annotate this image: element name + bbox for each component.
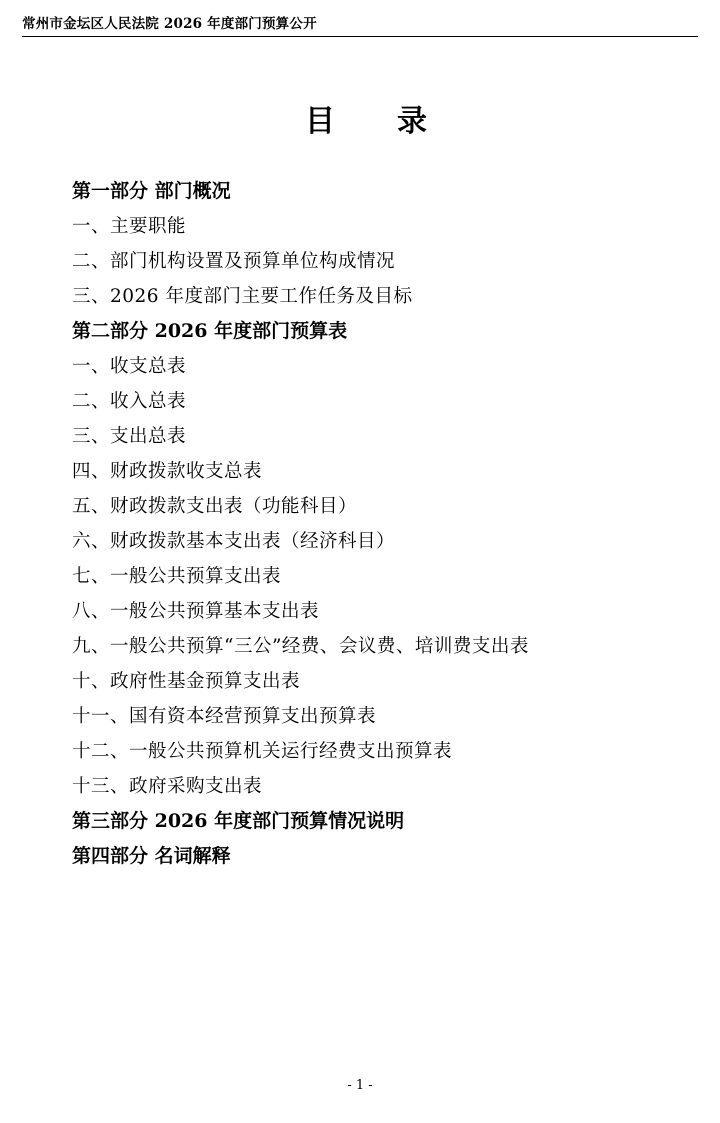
toc-entry[interactable]: 八、一般公共预算基本支出表 xyxy=(72,601,320,622)
toc-entry[interactable]: 三、2026 年度部门主要工作任务及目标 xyxy=(72,286,413,307)
header-divider xyxy=(22,36,698,37)
page-header: 常州市金坛区人民法院 2026 年度部门预算公开 xyxy=(22,16,317,32)
toc-entry[interactable]: 第四部分 名词解释 xyxy=(72,845,231,867)
toc-entry[interactable]: 一、主要职能 xyxy=(72,216,187,237)
toc-entry[interactable]: 四、财政拨款收支总表 xyxy=(72,461,263,482)
toc-entry[interactable]: 第二部分 2026 年度部门预算表 xyxy=(72,320,348,342)
toc-entry[interactable]: 六、财政拨款基本支出表（经济科目） xyxy=(72,531,396,552)
page-title: 目 录 xyxy=(305,104,443,139)
page-number: - 1 - xyxy=(347,1078,373,1093)
toc-entry[interactable]: 七、一般公共预算支出表 xyxy=(72,566,282,587)
toc-entry[interactable]: 一、收支总表 xyxy=(72,356,187,377)
toc-entry[interactable]: 十三、政府采购支出表 xyxy=(72,776,263,797)
toc-entry[interactable]: 九、一般公共预算“三公”经费、会议费、培训费支出表 xyxy=(72,636,529,657)
toc-entry[interactable]: 十一、国有资本经营预算支出预算表 xyxy=(72,706,377,727)
toc-entry[interactable]: 十二、一般公共预算机关运行经费支出预算表 xyxy=(72,741,453,762)
toc-entry[interactable]: 五、财政拨款支出表（功能科目） xyxy=(72,496,358,517)
document-content xyxy=(72,96,660,874)
toc-entry[interactable]: 三、支出总表 xyxy=(72,426,187,447)
table-of-contents xyxy=(72,174,660,874)
toc-entry[interactable]: 二、收入总表 xyxy=(72,391,187,412)
toc-entry[interactable]: 十、政府性基金预算支出表 xyxy=(72,671,301,692)
toc-entry[interactable]: 二、部门机构设置及预算单位构成情况 xyxy=(72,251,396,272)
toc-entry[interactable]: 第三部分 2026 年度部门预算情况说明 xyxy=(72,810,405,832)
toc-entry[interactable]: 第一部分 部门概况 xyxy=(72,180,231,202)
